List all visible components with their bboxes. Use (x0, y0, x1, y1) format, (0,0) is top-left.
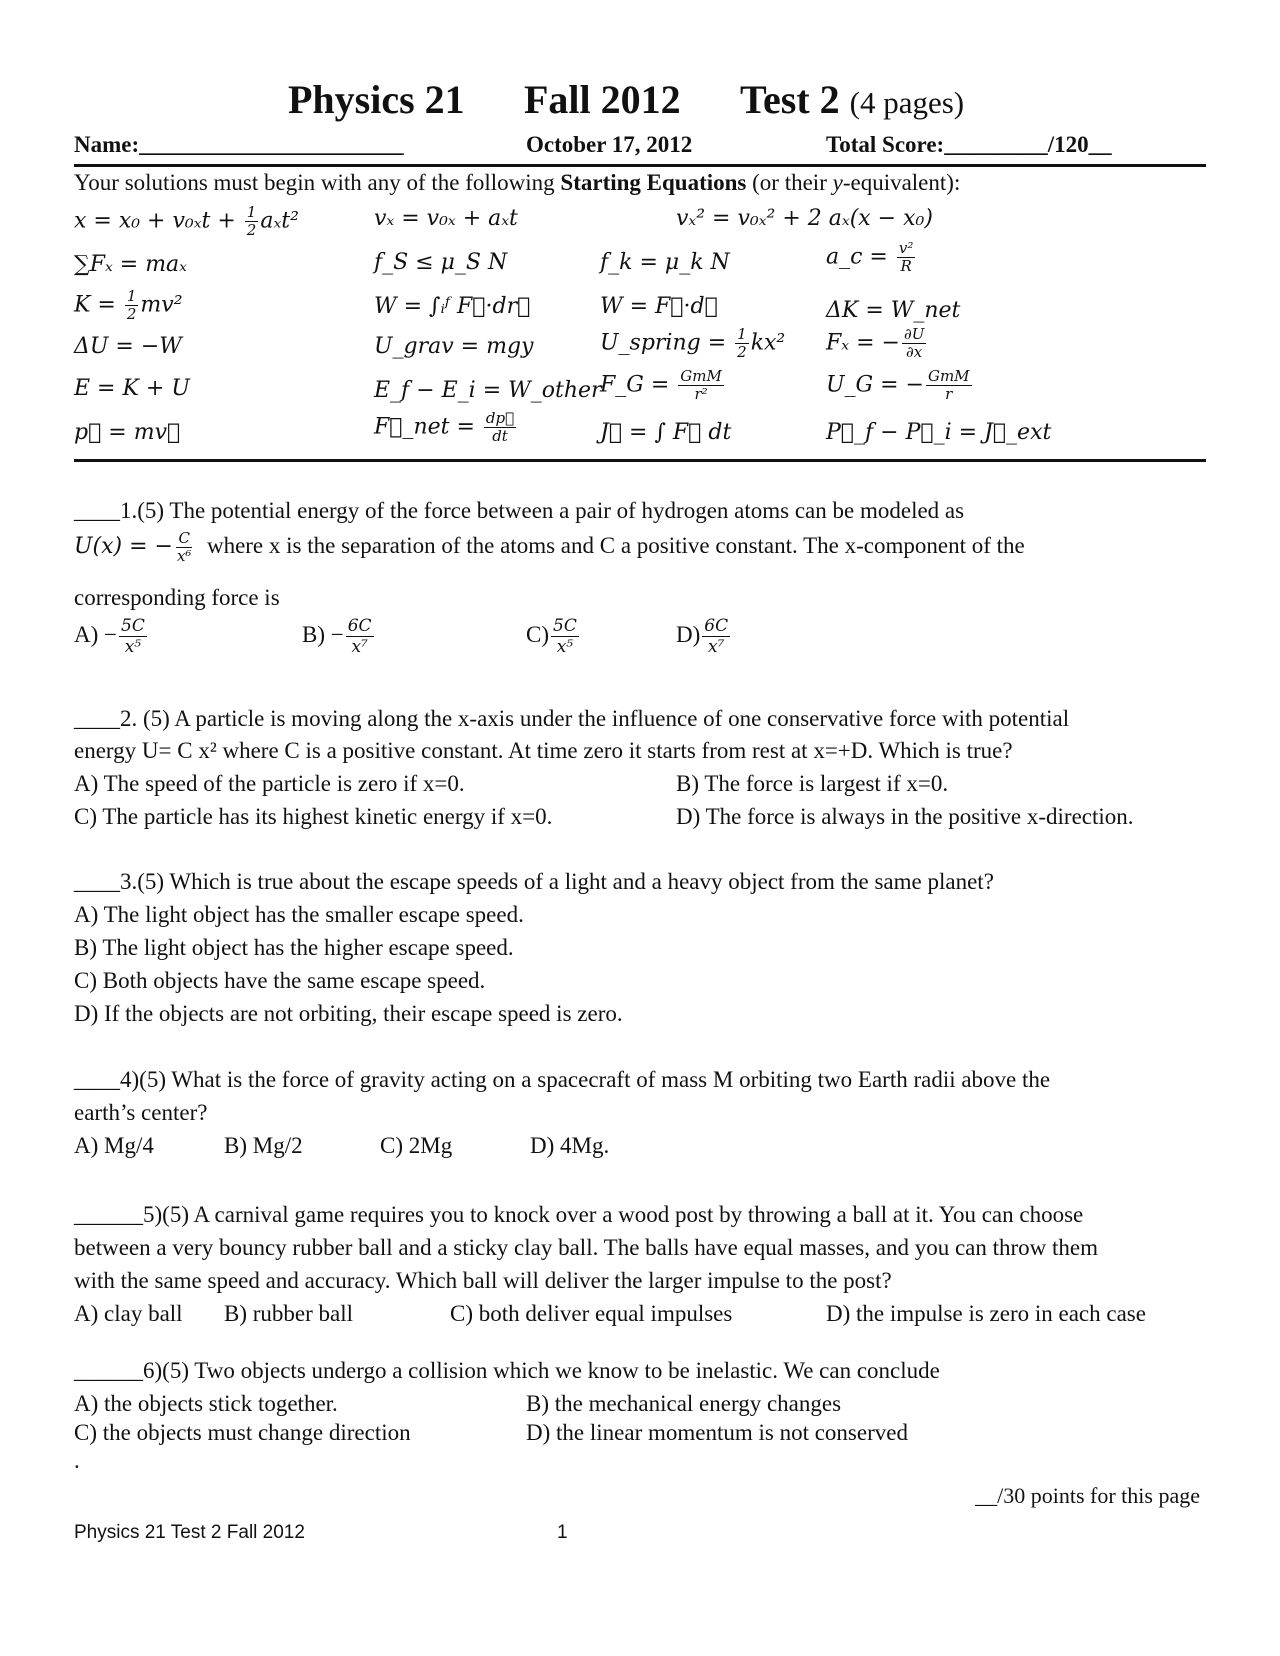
q2-line1: ____2. (5) A particle is moving along the x-axis under the influence of one conservative force with potential (74, 706, 1070, 731)
frac-den: x⁷ (351, 637, 368, 657)
q2-option-d: D) The force is always in the positive x-direction. (676, 804, 1134, 829)
eq-position-b: aₓt² (260, 208, 299, 234)
frac-num: 1 (126, 287, 137, 305)
q1-option-c (526, 616, 581, 657)
q1-line2: where x is the separation of the atoms and C a positive constant. The x-component of the (206, 533, 1025, 558)
q6-option-a: A) the objects stick together. (74, 1391, 338, 1416)
q5-option-b: B) rubber ball (224, 1301, 354, 1326)
q5-line3: with the same speed and accuracy. Which ball will deliver the larger impulse to the post? (74, 1268, 892, 1293)
eq-work-integral: W = ∫ᵢᶠ F⃗·dr⃗ (374, 294, 531, 319)
eq-impulse-momentum: P⃗_f − P⃗_i = J⃗_ext (826, 420, 1052, 445)
q1-c-over-x6 (175, 530, 193, 565)
intro-tail: -equivalent): (842, 170, 961, 195)
eq-gmm-r (926, 368, 972, 403)
frac-num: 5C (121, 616, 145, 636)
frac-den: R (900, 257, 912, 275)
q4-option-c: C) 2Mg (380, 1133, 453, 1158)
q3-line1: ____3.(5) Which is true about the escape speeds of a light and a heavy object from the same planet? (74, 869, 994, 894)
frac-num: 1 (246, 203, 257, 221)
title-pages-note: (4 pages) (849, 85, 965, 120)
eq-fx-lhs: Fₓ = − (826, 330, 900, 356)
eq-net-force (374, 410, 518, 445)
eq-position-a: x = x₀ + v₀ₓt + (74, 208, 243, 234)
q1-formula (74, 530, 1025, 565)
frac-den: r (945, 385, 953, 403)
intro-after: (or their (746, 170, 833, 195)
option-label: D) (676, 621, 701, 647)
q1-line3: corresponding force is (74, 585, 280, 610)
test-date: October 17, 2012 (526, 132, 693, 157)
eq-gravity-pe: U_grav = mgy (374, 334, 534, 359)
eq-du-dx (902, 326, 926, 361)
q3-option-a: A) The light object has the smaller escape speed. (74, 902, 524, 927)
title-term: Fall 2012 (524, 77, 681, 122)
eq-fg-lhs: F_G = (600, 372, 677, 398)
eq-ke-half (125, 288, 139, 323)
eq-half-frac (245, 204, 259, 239)
eq-gravitation-pe (826, 368, 974, 403)
header-rule (74, 164, 1206, 167)
eq-gmm-r2 (678, 368, 724, 403)
q3-option-b: B) The light object has the higher escape speed. (74, 935, 514, 960)
eq-energy-change: E_f − E_i = W_other (374, 378, 602, 403)
frac-den: 2 (246, 221, 257, 239)
option-frac (119, 616, 147, 657)
eq-potential-work: ΔU = −W (74, 334, 182, 359)
q1-option-d (676, 616, 732, 657)
intro-before: Your solutions must begin with any of the following (74, 170, 561, 195)
option-label: A) − (74, 621, 117, 647)
option-label: C) (526, 621, 549, 647)
frac-num: 1 (737, 325, 747, 343)
q4-option-b: B) Mg/2 (224, 1133, 303, 1158)
q4-option-a: A) Mg/4 (74, 1133, 154, 1158)
eq-static-friction: f_S ≤ μ_S N (374, 250, 508, 275)
eq-dp-dt (484, 410, 516, 445)
title-test (740, 76, 964, 123)
eq-impulse: J⃗ = ∫ F⃗ dt (600, 420, 732, 445)
eq-momentum: p⃗ = mv⃗ (74, 420, 181, 445)
page-points: __/30 points for this page (975, 1483, 1200, 1508)
q2-option-c: C) The particle has its highest kinetic energy if x=0. (74, 804, 553, 829)
q1-u-lhs: U(x) = − (74, 534, 173, 559)
eq-centripetal-lhs: a_c = (826, 244, 895, 270)
eq-ke-rhs: mv² (140, 292, 183, 318)
option-label: B) − (302, 621, 344, 647)
q5-option-c: C) both deliver equal impulses (450, 1301, 733, 1326)
option-frac (551, 616, 579, 657)
eq-gravitation-force (600, 368, 726, 403)
frac-den: 2 (126, 305, 137, 323)
intro-bold: Starting Equations (560, 170, 747, 195)
eq-position (74, 204, 299, 239)
eq-velocity: vₓ = v₀ₓ + aₓt (374, 206, 518, 231)
equations-rule (74, 459, 1206, 462)
eq-spring-half (735, 326, 749, 361)
eq-mechanical-energy: E = K + U (74, 376, 190, 401)
eq-work-energy: ΔK = W_net (826, 298, 961, 323)
frac-num: 5C (553, 616, 577, 636)
eq-kinetic-energy (74, 288, 183, 323)
eq-spring-pe (600, 326, 785, 361)
q1-option-a (74, 616, 149, 657)
frac-num: dp⃗ (485, 409, 515, 427)
footer-title: Physics 21 Test 2 Fall 2012 (74, 1522, 305, 1543)
q1-option-b (302, 616, 376, 657)
frac-den: ∂x (906, 343, 923, 361)
q4-line1: ____4)(5) What is the force of gravity acting on a spacecraft of mass M orbiting two Earth radii above the (74, 1067, 1051, 1092)
q4-line2: earth’s center? (74, 1100, 208, 1125)
frac-num: 6C (347, 616, 372, 636)
intro-y: y (832, 170, 843, 195)
q6-option-c: C) the objects must change direction (74, 1420, 411, 1445)
q5-option-a: A) clay ball (74, 1301, 183, 1326)
q2-option-b: B) The force is largest if x=0. (676, 771, 949, 796)
q2-line2: energy U= C x² where C is a positive constant. At time zero it starts from rest at x=+D. Which is true? (74, 738, 1013, 763)
eq-work-dot: W = F⃗·d⃗ (600, 294, 718, 319)
frac-den: 2 (737, 343, 747, 361)
option-frac (702, 616, 730, 657)
eq-v2-over-r (897, 240, 916, 275)
option-frac (346, 616, 374, 657)
frac-den: x⁵ (556, 637, 574, 657)
total-score-field: Total Score:_________/120__ (826, 132, 1112, 157)
frac-num: v² (898, 239, 914, 257)
q6-trailing-dot: . (74, 1448, 80, 1473)
frac-den: x⁷ (707, 637, 725, 657)
q1-line1: ____1.(5) The potential energy of the force between a pair of hydrogen atoms can be modeled as (74, 498, 965, 523)
starting-equations-intro (74, 170, 960, 196)
title-test-label: Test 2 (740, 77, 840, 122)
frac-num: ∂U (903, 325, 925, 343)
footer-page-number: 1 (557, 1522, 568, 1543)
frac-den: x⁶ (176, 547, 192, 566)
name-field: Name:_______________________ (74, 132, 404, 157)
q3-option-d: D) If the objects are not orbiting, their escape speed is zero. (74, 1001, 623, 1026)
eq-spring-rhs: kx² (750, 330, 786, 356)
eq-force-gradient (826, 326, 928, 361)
frac-num: GmM (680, 367, 722, 385)
frac-num: 6C (704, 616, 729, 636)
q5-line1: ______5)(5) A carnival game requires you to knock over a wood post by throwing a ball at it. You can choose (74, 1202, 1084, 1227)
eq-velocity-squared: vₓ² = v₀ₓ² + 2 aₓ(x − x₀) (676, 206, 933, 231)
title-course: Physics 21 (288, 77, 465, 122)
eq-ug-lhs: U_G = − (826, 372, 924, 398)
frac-den: r² (694, 385, 708, 403)
q5-option-d: D) the impulse is zero in each case (826, 1301, 1146, 1326)
eq-spring-lhs: U_spring = (600, 330, 734, 356)
eq-ke-lhs: K = (74, 292, 123, 318)
frac-num: C (178, 529, 190, 548)
q6-option-b: B) the mechanical energy changes (526, 1391, 842, 1416)
eq-fnet-lhs: F⃗_net = (374, 414, 482, 440)
frac-den: dt (492, 427, 508, 445)
q5-line2: between a very bouncy rubber ball and a sticky clay ball. The balls have equal masses, and you can throw them (74, 1235, 1099, 1260)
eq-centripetal (826, 240, 917, 275)
q6-line1: ______6)(5) Two objects undergo a collision which we know to be inelastic. We can conclude (74, 1358, 940, 1383)
frac-den: x⁵ (124, 637, 142, 657)
eq-newton: ∑Fₓ = maₓ (74, 252, 187, 277)
q2-option-a: A) The speed of the particle is zero if x=0. (74, 771, 465, 796)
q4-option-d: D) 4Mg. (530, 1133, 610, 1158)
frac-num: GmM (927, 367, 970, 385)
eq-kinetic-friction: f_k = μ_k N (600, 250, 730, 275)
q6-option-d: D) the linear momentum is not conserved (526, 1420, 908, 1445)
q3-option-c: C) Both objects have the same escape speed. (74, 968, 486, 993)
